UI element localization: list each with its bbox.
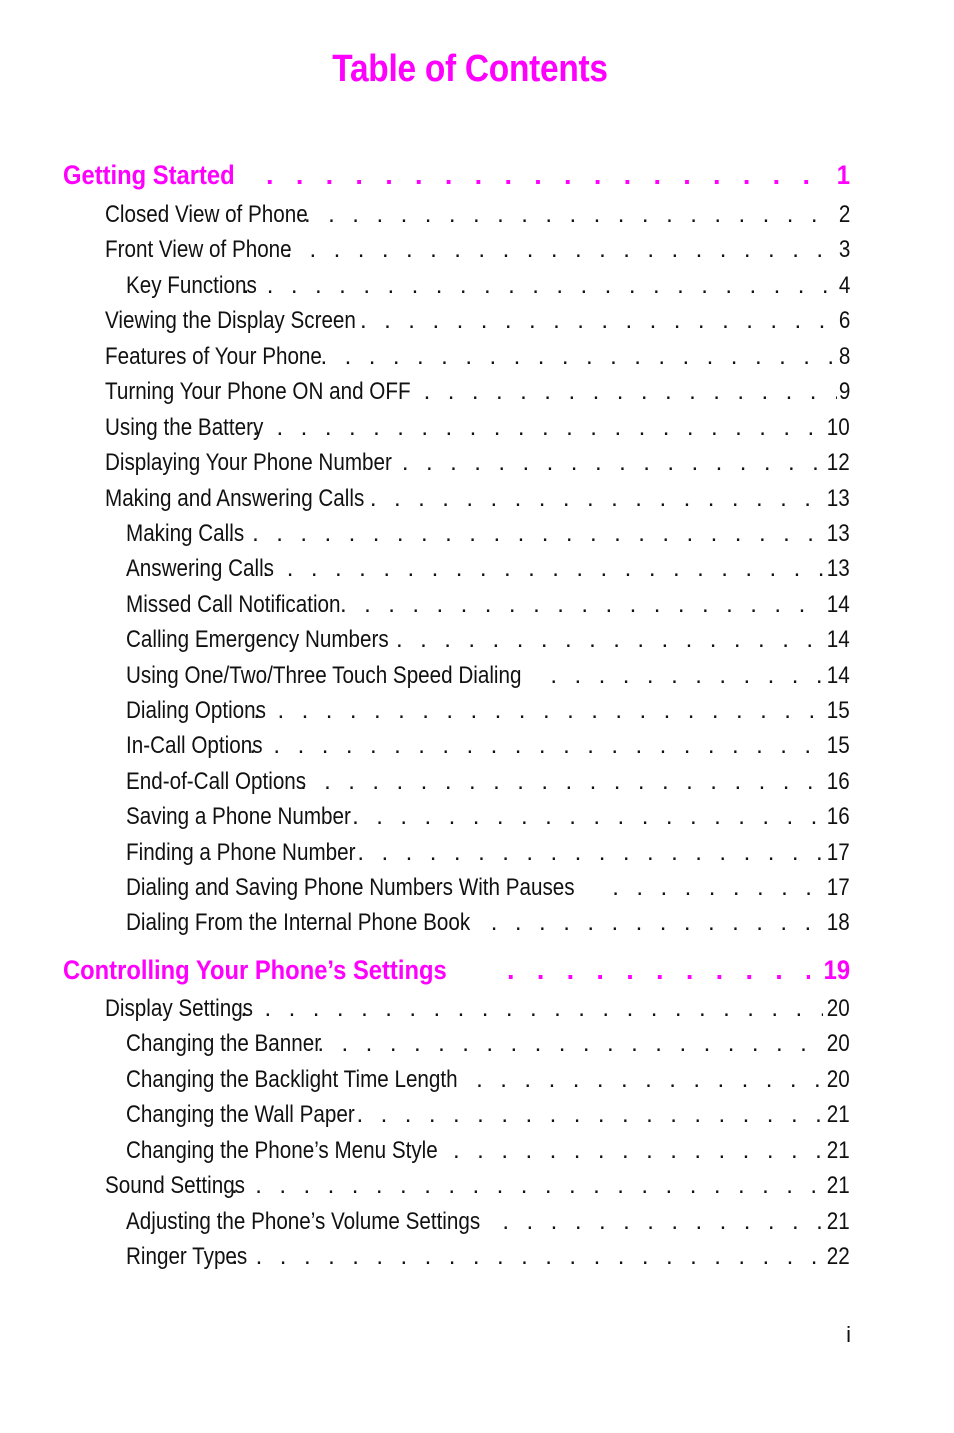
dot-leader [258, 160, 825, 191]
toc-entry-title: Viewing the Display Screen [105, 307, 356, 334]
toc-entry-title: Changing the Wall Paper [126, 1101, 355, 1128]
toc-entry-page: 22 [827, 1243, 850, 1270]
toc-entry[interactable] [105, 307, 850, 339]
toc-entry-title: Display Settings [105, 995, 253, 1022]
toc-entry-title: Controlling Your Phone’s Settings [63, 955, 447, 985]
toc-entry-page: 15 [827, 732, 850, 759]
toc-entry[interactable] [126, 1101, 850, 1133]
dot-leader [313, 343, 837, 371]
toc-entry-title: Adjusting the Phone’s Volume Settings [126, 1208, 481, 1235]
dot-leader [352, 307, 837, 335]
toc-entry-page: 8 [838, 343, 850, 370]
toc-entry-page: 13 [827, 485, 850, 512]
toc-entry-page: 17 [827, 874, 850, 901]
toc-entry-page: 15 [827, 697, 850, 724]
toc-entry-page: 1 [836, 160, 850, 190]
dot-leader [445, 1137, 823, 1165]
toc-section-heading[interactable] [63, 160, 850, 194]
toc-entry-page: 14 [827, 626, 850, 653]
toc-entry-title: Front View of Phone [105, 236, 292, 263]
dot-leader [220, 520, 823, 548]
toc-entry-page: 13 [827, 520, 850, 547]
toc-entry[interactable] [126, 555, 850, 587]
toc-entry-page: 9 [838, 378, 850, 405]
dot-leader [241, 732, 823, 760]
toc-entry-title: Features of Your Phone [105, 343, 322, 370]
dot-leader [223, 1172, 823, 1200]
toc-entry-page: 6 [838, 307, 850, 334]
dot-leader [483, 909, 824, 937]
toc-entry-title: Displaying Your Phone Number [105, 449, 392, 476]
dot-leader [309, 1030, 823, 1058]
toc-entry[interactable] [105, 449, 850, 481]
dot-leader [542, 662, 823, 690]
dot-leader [416, 378, 837, 406]
toc-entry[interactable] [105, 1172, 850, 1204]
toc-entry[interactable] [126, 909, 850, 941]
toc-entry-title: End-of-Call Options [126, 768, 307, 795]
toc-entry-title: Making and Answering Calls [105, 485, 365, 512]
dot-leader [277, 236, 836, 264]
toc-entry-page: 14 [827, 662, 850, 689]
toc-entry[interactable] [126, 732, 850, 764]
toc-entry-title: Using One/Two/Three Touch Speed Dialing [126, 662, 522, 689]
dot-leader [349, 1101, 824, 1129]
dot-leader [344, 803, 823, 831]
toc-entry-page: 4 [838, 272, 850, 299]
toc-entry-page: 16 [827, 803, 850, 830]
toc-entry[interactable] [126, 591, 850, 623]
dot-leader [388, 626, 823, 654]
toc-entry-page: 13 [827, 555, 850, 582]
toc-entry[interactable] [126, 803, 850, 835]
toc-entry-page: 17 [827, 839, 850, 866]
toc-entry-title: Finding a Phone Number [126, 839, 356, 866]
toc-section-heading[interactable] [63, 955, 850, 989]
toc-entry[interactable] [126, 1208, 850, 1240]
toc-entry-title: Missed Call Notification [126, 591, 341, 618]
page-number: i [846, 1322, 851, 1347]
toc-entry-page: 21 [827, 1101, 850, 1128]
toc-entry[interactable] [126, 874, 850, 906]
toc-entry-page: 3 [838, 236, 850, 263]
toc-entry-title: Answering Calls [126, 555, 274, 582]
dot-leader [232, 995, 823, 1023]
toc-entry-title: Closed View of Phone [105, 201, 308, 228]
toc-entry-page: 18 [827, 909, 850, 936]
toc-entry-title: Saving a Phone Number [126, 803, 351, 830]
toc-entry-page: 20 [827, 995, 850, 1022]
dot-leader [292, 768, 823, 796]
toc-entry-page: 2 [838, 201, 850, 228]
dot-leader [296, 201, 837, 229]
toc-entry-title: Making Calls [126, 520, 245, 547]
dot-leader [235, 272, 837, 300]
dot-leader [468, 1066, 823, 1094]
toc-entry[interactable] [105, 343, 850, 375]
toc-entry[interactable] [126, 1243, 850, 1275]
toc-entry-page: 12 [827, 449, 850, 476]
toc-entry-page: 21 [827, 1172, 850, 1199]
toc-entry[interactable] [126, 662, 850, 694]
toc-entry[interactable] [126, 839, 850, 871]
toc-entry-page: 19 [823, 955, 850, 985]
toc-entry[interactable] [126, 520, 850, 552]
dot-leader [245, 697, 823, 725]
dot-leader [224, 1243, 824, 1271]
toc-entry-title: Using the Battery [105, 414, 264, 441]
toc-entry-title: Changing the Banner [126, 1030, 322, 1057]
toc-entry-page: 21 [827, 1137, 850, 1164]
toc-entry[interactable] [105, 414, 850, 446]
toc-entry-title: Sound Settings [105, 1172, 246, 1199]
toc-entry-page: 20 [827, 1066, 850, 1093]
toc-entry[interactable] [105, 201, 850, 233]
dot-leader [362, 485, 823, 513]
toc-entry[interactable] [105, 236, 850, 268]
toc-entry[interactable] [126, 1137, 850, 1169]
toc-entry-title: Changing the Phone’s Menu Style [126, 1137, 438, 1164]
toc-entry[interactable] [126, 626, 850, 658]
toc-entry-title: Dialing From the Internal Phone Book [126, 909, 471, 936]
toc-entry[interactable] [126, 1066, 850, 1098]
toc-entry-page: 21 [827, 1208, 850, 1235]
dot-leader [349, 839, 823, 867]
dot-leader [255, 555, 824, 583]
toc-entry-title: Calling Emergency Numbers [126, 626, 389, 653]
dot-leader [394, 449, 823, 477]
toc-entry-title: Dialing and Saving Phone Numbers With Pauses [126, 874, 575, 901]
dot-leader [332, 591, 823, 619]
toc-entry-title: Changing the Backlight Time Length [126, 1066, 458, 1093]
dot-leader [244, 414, 823, 442]
toc-entry[interactable] [126, 1030, 850, 1062]
toc-entry-title: In-Call Options [126, 732, 263, 759]
toc-entry[interactable] [126, 272, 850, 304]
toc-entry[interactable] [105, 485, 850, 517]
page-title: Table of Contents [332, 48, 608, 90]
dot-leader [499, 955, 810, 986]
toc-entry[interactable] [126, 697, 850, 729]
toc-entry[interactable] [105, 995, 850, 1027]
toc-entry-page: 14 [827, 591, 850, 618]
toc-entry[interactable] [105, 378, 850, 410]
dot-leader [604, 874, 823, 902]
toc-entry[interactable] [126, 768, 850, 800]
toc-entry-title: Getting Started [63, 160, 235, 190]
toc-entry-page: 20 [827, 1030, 850, 1057]
toc-entry-page: 16 [827, 768, 850, 795]
dot-leader [494, 1208, 823, 1236]
toc-entry-title: Dialing Options [126, 697, 266, 724]
toc-entry-title: Key Functions [126, 272, 257, 299]
toc-entry-title: Turning Your Phone ON and OFF [105, 378, 411, 405]
toc-entry-title: Ringer Types [126, 1243, 248, 1270]
toc-entry-page: 10 [827, 414, 850, 441]
